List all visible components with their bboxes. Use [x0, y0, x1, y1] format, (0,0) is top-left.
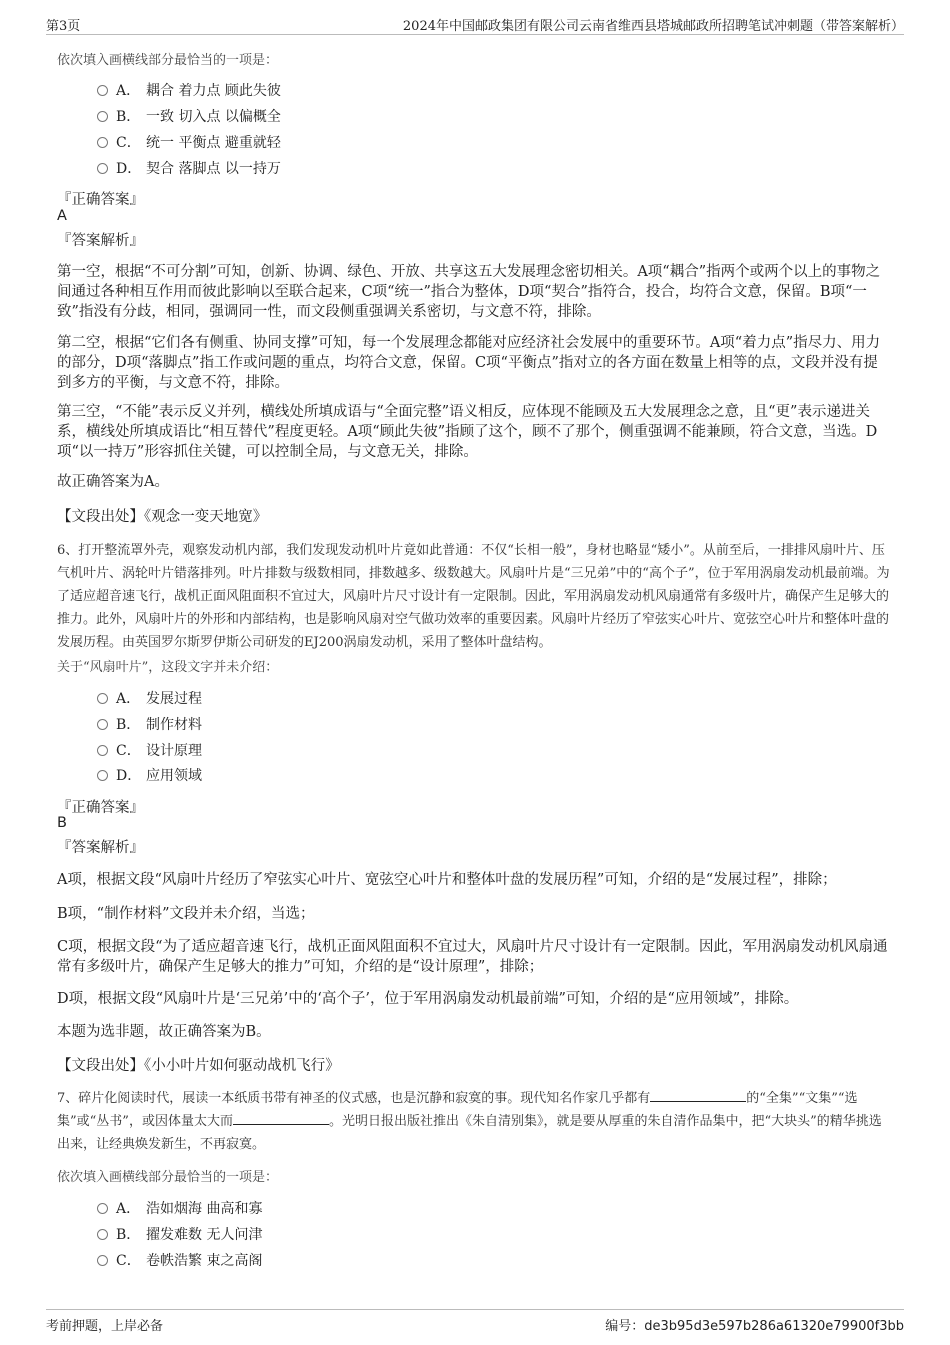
q7-option-c[interactable]: C． 卷帙浩繁 束之高阁: [97, 1252, 262, 1270]
q5-option-d[interactable]: D． 契合 落脚点 以一持万: [97, 160, 281, 178]
document-title: 2024年中国邮政集团有限公司云南省维西县塔城邮政所招聘笔试冲刺题（带答案解析）: [402, 19, 904, 34]
radio-icon[interactable]: [97, 745, 108, 756]
document-code: 编号：de3b95d3e597b286a61320e79900f3bb: [605, 1319, 904, 1334]
radio-icon[interactable]: [97, 85, 108, 96]
q5-option-c[interactable]: C． 统一 平衡点 避重就轻: [97, 134, 281, 152]
q5-correct-label: 『正确答案』: [57, 192, 144, 208]
answer-blank-1: [650, 1087, 746, 1102]
radio-icon[interactable]: [97, 770, 108, 781]
q5-analysis-para-1: 第一空，根据“不可分割”可知，创新、协调、绿色、开放、共享这五大发展理念密切相关。A项“耦合”指两个或两个以上的事物之间通过各种相互作用而彼此影响以至联合起来，C项“统一”指合为整体，D项“契合”指符合，投合，均符合文意，保留。B项“一致”指没有分歧，相同，强调同一性，而文段侧重强调关系密切，与文意不符，排除。: [57, 264, 881, 320]
q5-analysis-para-2: 第二空，根据“它们各有侧重、协同支撑”可知，每一个发展理念都能对应经济社会发展中的重要环节。A项“着力点”指尽力、用力的部分，D项“落脚点”指工作或问题的重点，均符合文意，保留。C项“平衡点”指对立的各方面在数量上相等的点，文段并没有提到多方的平衡，与文意不符，排除。: [57, 335, 881, 391]
radio-icon[interactable]: [97, 1203, 108, 1214]
q5-prompt: 依次填入画横线部分最恰当的一项是：: [57, 53, 279, 68]
page-footer: [46, 1309, 904, 1336]
q7-question: 7、碎片化阅读时代，展读一本纸质书带有神圣的仪式感，也是沉静和寂寞的事。现代知名作家几乎都有 的“全集”“文集”“选集”或“丛书”，或因体量太大而 。光明日报出版社推出《朱自清别集》，就是要从厚重的朱自清作品集中，把“大块头”的精华挑选出来，让经典焕发新生，不再寂寞。: [57, 1087, 892, 1156]
q6-option-c[interactable]: C． 设计原理: [97, 742, 202, 760]
q6-analysis-para-1: A项，根据文段“风扇叶片经历了窄弦实心叶片、宽弦空心叶片和整体叶盘的发展历程”可知，介绍的是“发展过程”，排除；: [57, 872, 837, 888]
q7-option-a[interactable]: A． 浩如烟海 曲高和寡: [97, 1200, 262, 1218]
q6-prompt: 关于“风扇叶片”，这段文字并未介绍：: [57, 660, 279, 675]
answer-blank-2: [233, 1110, 329, 1125]
radio-icon[interactable]: [97, 1255, 108, 1266]
q6-correct-label: 『正确答案』: [57, 800, 144, 816]
q6-analysis-para-4: D项，根据文段“风扇叶片是‘三兄弟’中的‘高个子’，位于军用涡扇发动机最前端”可知，介绍的是“应用领域”，排除。: [57, 991, 799, 1007]
q6-option-d[interactable]: D． 应用领域: [97, 767, 202, 785]
radio-icon[interactable]: [97, 693, 108, 704]
q7-option-b[interactable]: B． 擢发难数 无人问津: [97, 1226, 262, 1244]
q5-analysis-para-3: 第三空，“不能”表示反义并列，横线处所填成语与“全面完整”语义相反，应体现不能顾及五大发展理念之意，且“更”表示递进关系，横线处所填成语比“相互替代”程度更轻。A项“顾此失彼”指顾了这个，顾不了那个，侧重强调不能兼顾，符合文意，当选。D项“以一持万”形容抓住关键，可以控制全局，与文意无关，排除。: [57, 404, 878, 460]
page-header: [46, 12, 904, 35]
q6-question: 6、打开整流罩外壳，观察发动机内部，我们发现发动机叶片竟如此普通：不仅“长相一般”，身材也略显“矮小”。从前至后，一排排风扇叶片、压气机叶片、涡轮叶片错落排列。叶片排数与级数相同，排数越多、级数越大。风扇叶片是“三兄弟”中的“高个子”，位于军用涡扇发动机最前端。为了适应超音速飞行，战机正面风阻面积不宜过大，风扇叶片尺寸设计有一定限制。因此，军用涡扇发动机风扇通常有多级叶片，确保产生足够大的推力。此外，风扇叶片的外形和内部结构，也是影响风扇对空气做功效率的重要因素。风扇叶片经历了窄弦实心叶片、宽弦空心叶片和整体叶盘的发展历程。由英国罗尔斯罗伊斯公司研发的EJ200涡扇发动机，采用了整体叶盘结构。: [57, 543, 890, 650]
radio-icon[interactable]: [97, 137, 108, 148]
q5-analysis-label: 『答案解析』: [57, 233, 144, 249]
q6-conclusion: 本题为选非题，故正确答案为B。: [57, 1024, 271, 1040]
q6-source: 【文段出处】《小小叶片如何驱动战机飞行》: [57, 1058, 340, 1074]
q6-option-a[interactable]: A． 发展过程: [97, 690, 202, 708]
q6-analysis-para-3: C项，根据文段“为了适应超音速飞行，战机正面风阻面积不宜过大，风扇叶片尺寸设计有一定限制。因此，军用涡扇发动机风扇通常有多级叶片，确保产生足够大的推力”可知，介绍的是“设计原理”，排除；: [57, 939, 888, 975]
q5-option-b[interactable]: B． 一致 切入点 以偏概全: [97, 108, 281, 126]
page-number: 第3页: [46, 19, 81, 34]
q5-correct-answer: A: [57, 208, 67, 224]
q5-analysis-conclusion: 故正确答案为A。: [57, 474, 169, 490]
radio-icon[interactable]: [97, 719, 108, 730]
radio-icon[interactable]: [97, 1229, 108, 1240]
q6-analysis-para-2: B项，“制作材料”文段并未介绍，当选；: [57, 906, 315, 922]
radio-icon[interactable]: [97, 163, 108, 174]
footer-slogan: 考前押题，上岸必备: [46, 1319, 164, 1334]
q5-option-a[interactable]: A． 耦合 着力点 顾此失彼: [97, 82, 281, 100]
q7-prompt: 依次填入画横线部分最恰当的一项是：: [57, 1170, 279, 1185]
q6-correct-answer: B: [57, 815, 67, 831]
q6-analysis-label: 『答案解析』: [57, 840, 144, 856]
q5-source: 【文段出处】《观念一变天地宽》: [57, 509, 268, 525]
q6-option-b[interactable]: B． 制作材料: [97, 716, 202, 734]
radio-icon[interactable]: [97, 111, 108, 122]
